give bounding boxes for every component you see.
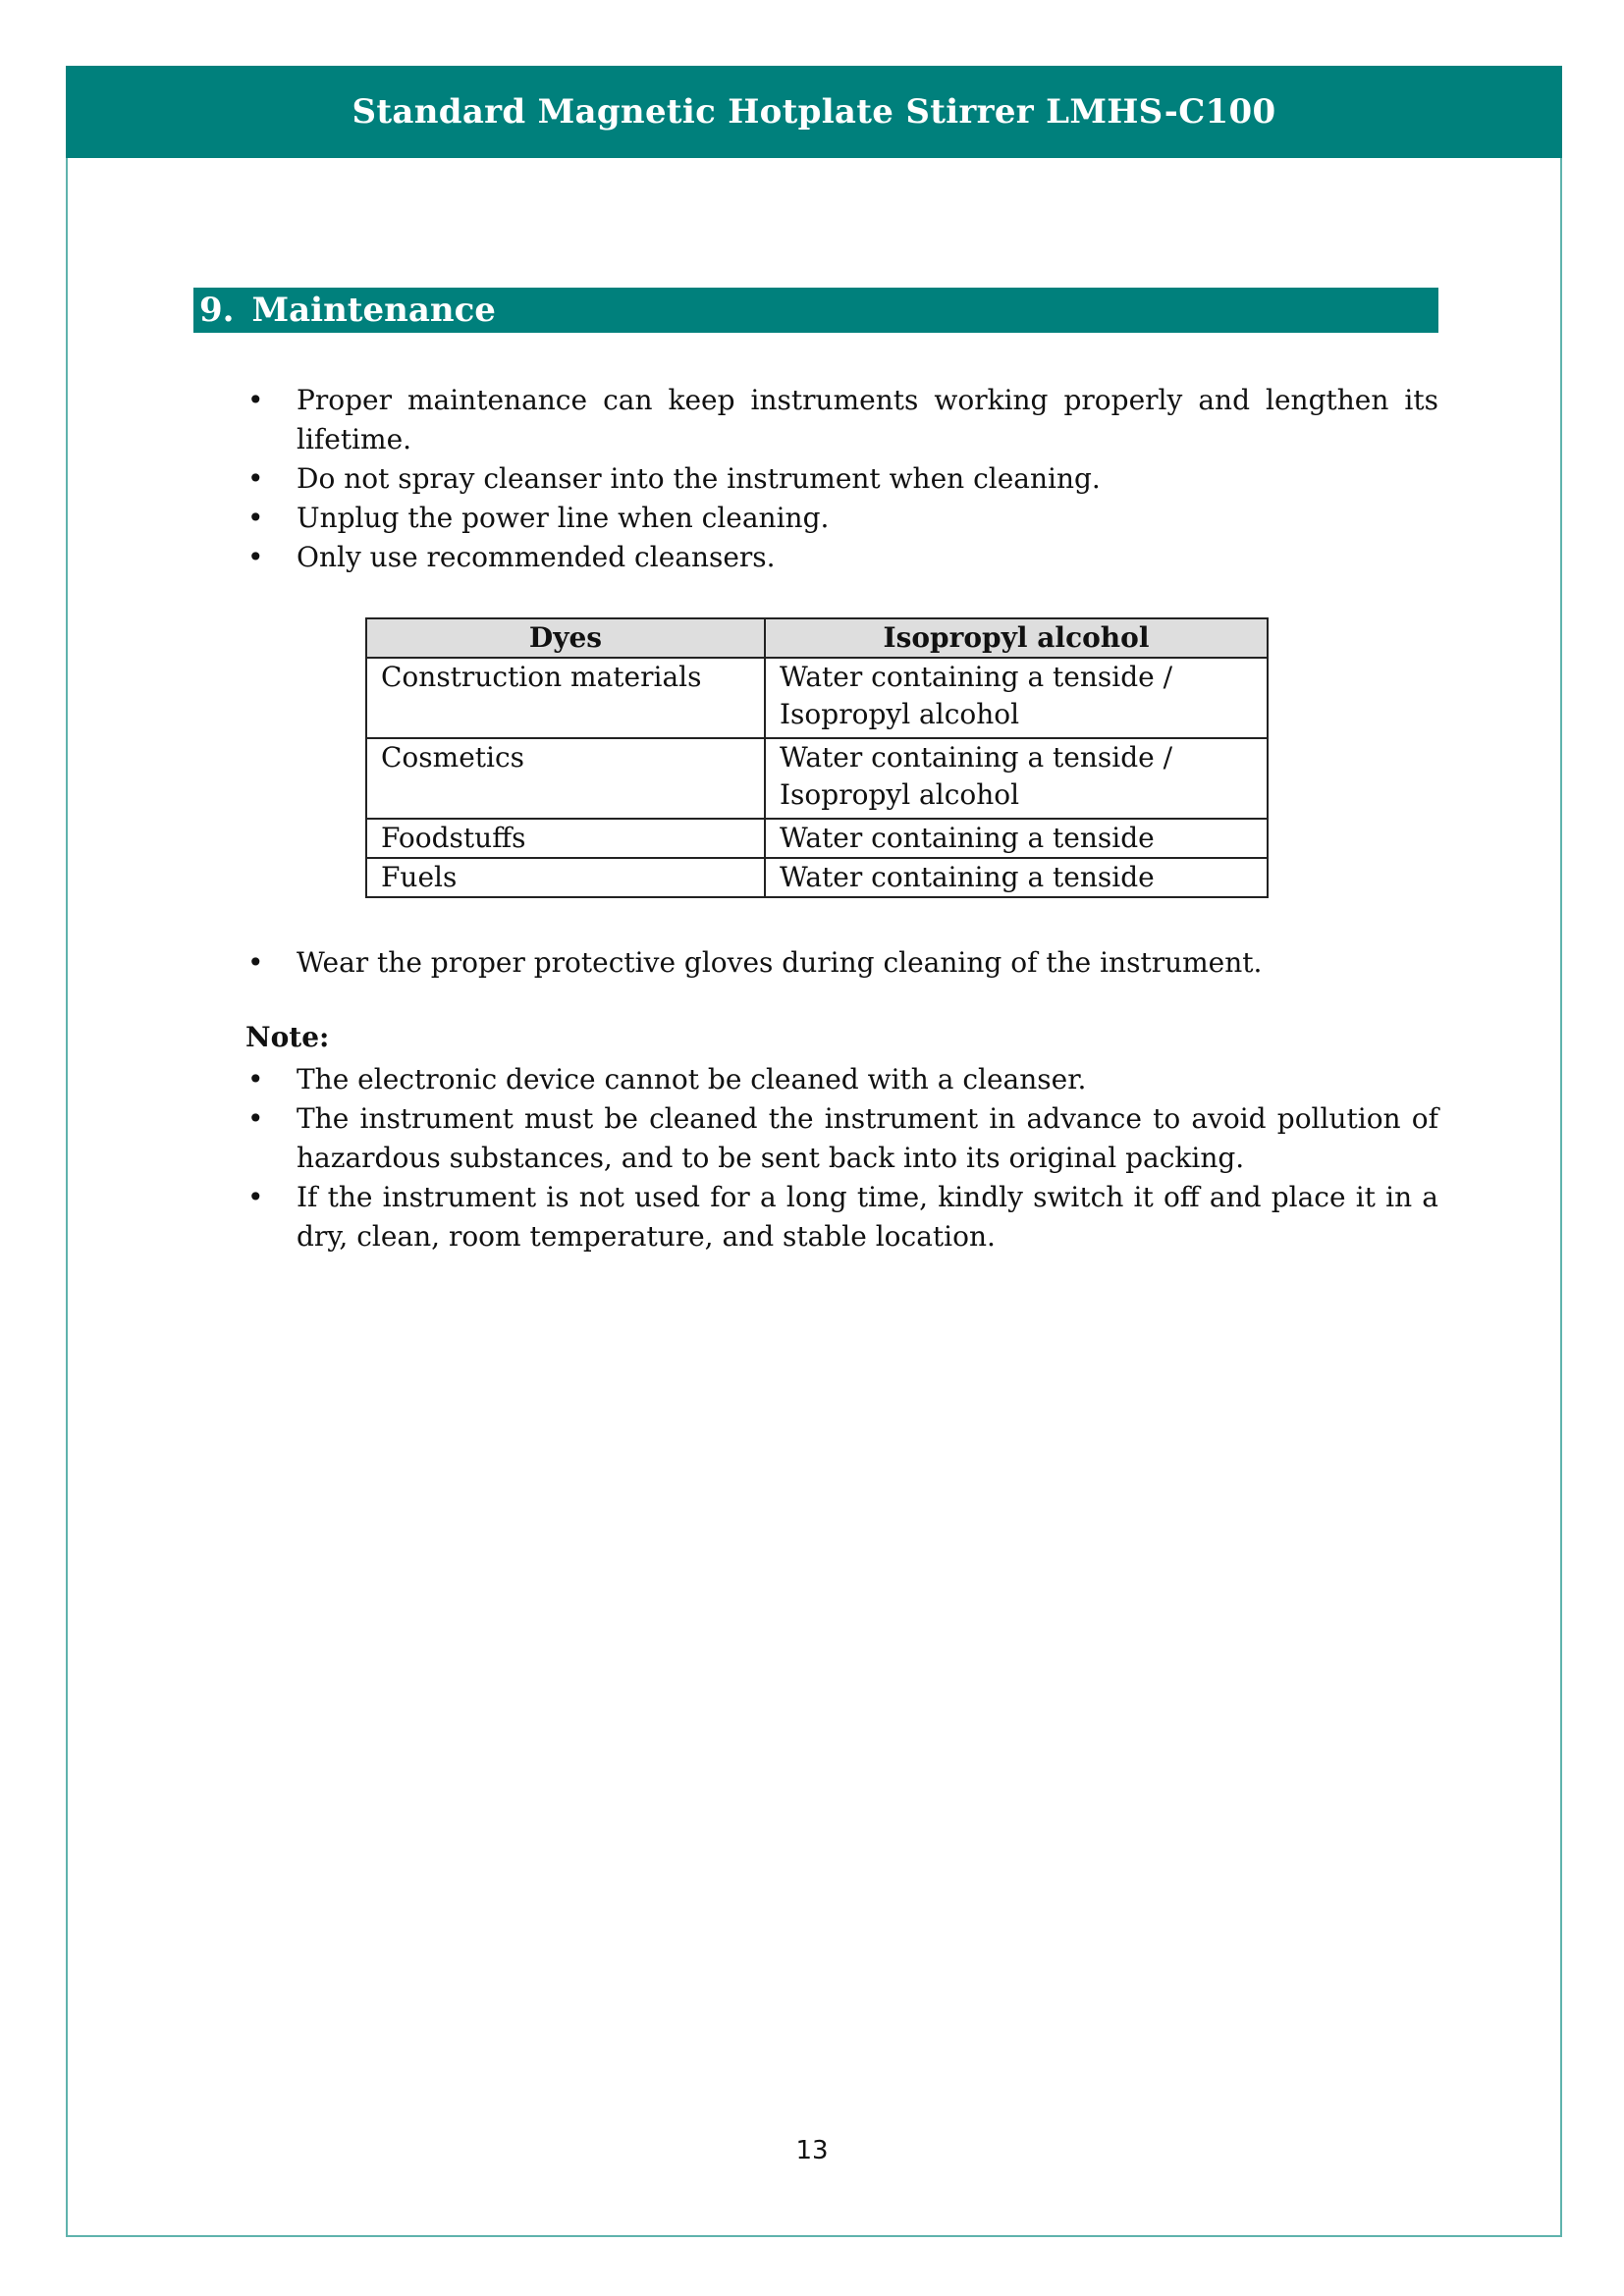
note-label: Note: (245, 1021, 330, 1053)
document-header (66, 66, 1562, 158)
list-item: • Proper maintenance can keep instruments working properly and lengthen its lifetime. (245, 381, 1438, 459)
table-row (366, 858, 1268, 897)
table-cell: Water containing a tenside / Isopropyl alcohol (765, 738, 1268, 819)
table-row (366, 738, 1268, 819)
section-heading (193, 288, 1438, 333)
table-cell: Water containing a tenside / Isopropyl alcohol (765, 658, 1268, 738)
list-item: • The electronic device cannot be cleaned with a cleanser. (245, 1060, 1438, 1099)
maintenance-bullet-list (245, 381, 1438, 577)
table-cell: Cosmetics (366, 738, 765, 819)
cleanser-table (365, 617, 1269, 898)
document-title: Standard Magnetic Hotplate Stirrer LMHS-C100 (352, 92, 1276, 132)
table-header-row (366, 618, 1268, 658)
list-item: • Unplug the power line when cleaning. (245, 499, 1438, 538)
list-item: • The instrument must be cleaned the instrument in advance to avoid pollution of hazardous substances, and to be sent back into its original packing. (245, 1099, 1438, 1178)
table-row (366, 658, 1268, 738)
list-item: • Only use recommended cleansers. (245, 538, 1438, 577)
list-item: • Do not spray cleanser into the instrument when cleaning. (245, 459, 1438, 499)
gloves-bullet-list (245, 943, 1438, 983)
section-title: Maintenance (251, 291, 496, 330)
section-number: 9. (199, 291, 235, 330)
table-cell: Fuels (366, 858, 765, 897)
table-row (366, 819, 1268, 858)
column-header-dyes: Dyes (366, 618, 765, 658)
note-bullet-list (245, 1060, 1438, 1256)
table-cell: Foodstuffs (366, 819, 765, 858)
list-item: • If the instrument is not used for a long time, kindly switch it off and place it in a dry, clean, room temperature, and stable location. (245, 1178, 1438, 1256)
table-cell: Water containing a tenside (765, 819, 1268, 858)
table-cell: Water containing a tenside (765, 858, 1268, 897)
column-header-cleanser: Isopropyl alcohol (765, 618, 1268, 658)
page-number: 13 (795, 2136, 829, 2165)
table-cell: Construction materials (366, 658, 765, 738)
list-item: • Wear the proper protective gloves during cleaning of the instrument. (245, 943, 1438, 983)
